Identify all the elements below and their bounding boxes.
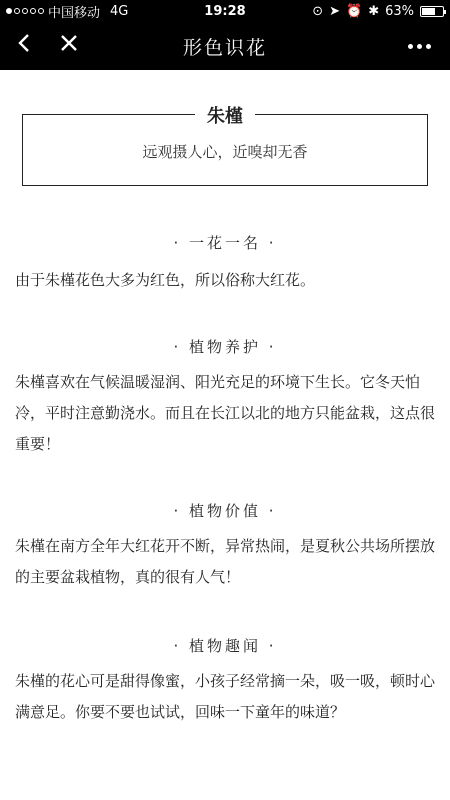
status-time: 19:28	[204, 3, 246, 19]
battery-percent: 63%	[385, 3, 414, 19]
section-text-value: 朱槿在南方全年大红花开不断，异常热闹，是夏秋公共场所摆放的主要盆栽植物，真的很有人气！	[15, 537, 436, 586]
more-icon[interactable]	[402, 30, 436, 62]
section-title-trivia: · 植物趣闻 ·	[173, 637, 277, 655]
section-title-name: · 一花一名 ·	[173, 234, 277, 252]
article	[0, 70, 450, 728]
bluetooth-icon: ✱	[368, 3, 380, 19]
status-left	[6, 2, 128, 21]
flower-name: 朱槿	[195, 102, 255, 128]
battery-level	[422, 8, 435, 15]
hero-card	[22, 106, 428, 186]
section-text-name: 由于朱槿花色大多为红色，所以俗称大红花。	[15, 271, 316, 289]
close-icon[interactable]	[54, 30, 84, 62]
page-title: 形色识花	[182, 36, 267, 59]
section-title-care: · 植物养护 ·	[173, 338, 277, 356]
battery-icon	[420, 6, 444, 17]
signal-icon	[6, 8, 44, 14]
nav-bar	[0, 22, 450, 70]
section-text-trivia: 朱槿的花心可是甜得像蜜，小孩子经常摘一朵，吸一吸，顿时心满意足。你要不要也试试，回味一下童年的味道？	[15, 672, 436, 721]
status-right	[312, 4, 444, 19]
chevron-left-icon[interactable]	[10, 30, 40, 62]
network-label: 4G	[110, 3, 129, 19]
rotation-lock-icon: ⊙	[312, 3, 324, 19]
status-bar	[0, 0, 450, 22]
section-title-value: · 植物价值 ·	[173, 502, 277, 520]
location-icon: ➤	[329, 3, 340, 19]
carrier-label: 中国移动	[48, 5, 101, 21]
section-text-care: 朱槿喜欢在气候温暖湿润、阳光充足的环境下生长。它冬天怕冷，平时注意勤浇水。而且在长江以北的地方只能盆栽，这点很重要！	[15, 373, 436, 453]
flower-tagline: 远观摄人心，近嗅却无香	[142, 143, 308, 161]
alarm-icon: ⏰	[346, 3, 363, 19]
